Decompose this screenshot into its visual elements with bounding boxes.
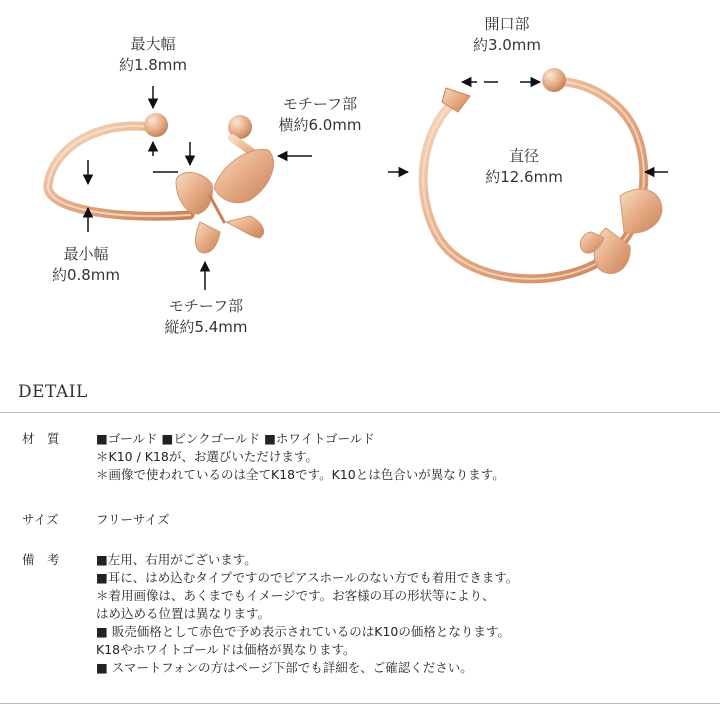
diameter-title: 直径 [508, 147, 539, 165]
notes-line: ■ 販売価格として赤色で予め表示されているのはK10の価格となります。 [96, 624, 510, 639]
notes-line: はめ込める位置は異なります。 [96, 606, 271, 621]
notes-values [96, 551, 518, 677]
motif-horizontal-label [260, 94, 380, 136]
max-width-title: 最大幅 [130, 35, 176, 53]
material-line: ■ゴールド ■ピンクゴールド ■ホワイトゴールド [96, 431, 375, 446]
detail-heading: DETAIL [18, 382, 88, 402]
notes-line: ■左用、右用がございます。 [96, 552, 257, 567]
motif-vertical-title: モチーフ部 [168, 297, 244, 315]
material-line: ＊画像で使われているのは全てK18です。K10とは色合いが異なります。 [96, 467, 505, 482]
notes-line: ＊着用画像は、あくまでもイメージです。お客様の耳の形状等により、 [96, 588, 495, 603]
motif-vertical-value: 縦約5.4mm [164, 318, 248, 336]
divider-bottom [0, 703, 720, 704]
motif-horizontal-title: モチーフ部 [282, 95, 358, 113]
diameter-label [466, 146, 582, 188]
max-width-value: 約1.8mm [118, 56, 188, 74]
notes-line: ■耳に、はめ込むタイプですのでピアスホールのない方でも着用できます。 [96, 570, 519, 585]
material-line: ＊K10 / K18が、お選びいただけます。 [96, 449, 318, 464]
size-key: サイズ [22, 512, 59, 527]
max-width-label [103, 34, 203, 76]
left-ring [48, 113, 274, 253]
notes-line: ■ スマートフォンの方はページ下部でも詳細を、ご確認ください。 [96, 660, 473, 675]
min-width-label [36, 244, 136, 286]
divider-top [0, 412, 720, 413]
right-ring-end-ball [542, 68, 566, 92]
material-values [96, 430, 505, 484]
min-width-value: 約0.8mm [51, 266, 121, 284]
notes-line: K18やホワイトゴールドは価格が異なります。 [96, 642, 356, 657]
material-key: 材 質 [22, 431, 60, 446]
opening-label [452, 14, 562, 56]
left-ring-end-ball [144, 113, 168, 137]
min-width-title: 最小幅 [63, 245, 109, 263]
opening-value: 約3.0mm [472, 36, 542, 54]
motif-horizontal-value: 横約6.0mm [278, 116, 362, 134]
diameter-value: 約12.6mm [485, 168, 563, 186]
motif-vertical-label [146, 296, 266, 338]
size-value: フリーサイズ [96, 512, 170, 527]
notes-key: 備 考 [22, 552, 60, 567]
opening-title: 開口部 [484, 15, 530, 33]
size-values [96, 511, 170, 529]
